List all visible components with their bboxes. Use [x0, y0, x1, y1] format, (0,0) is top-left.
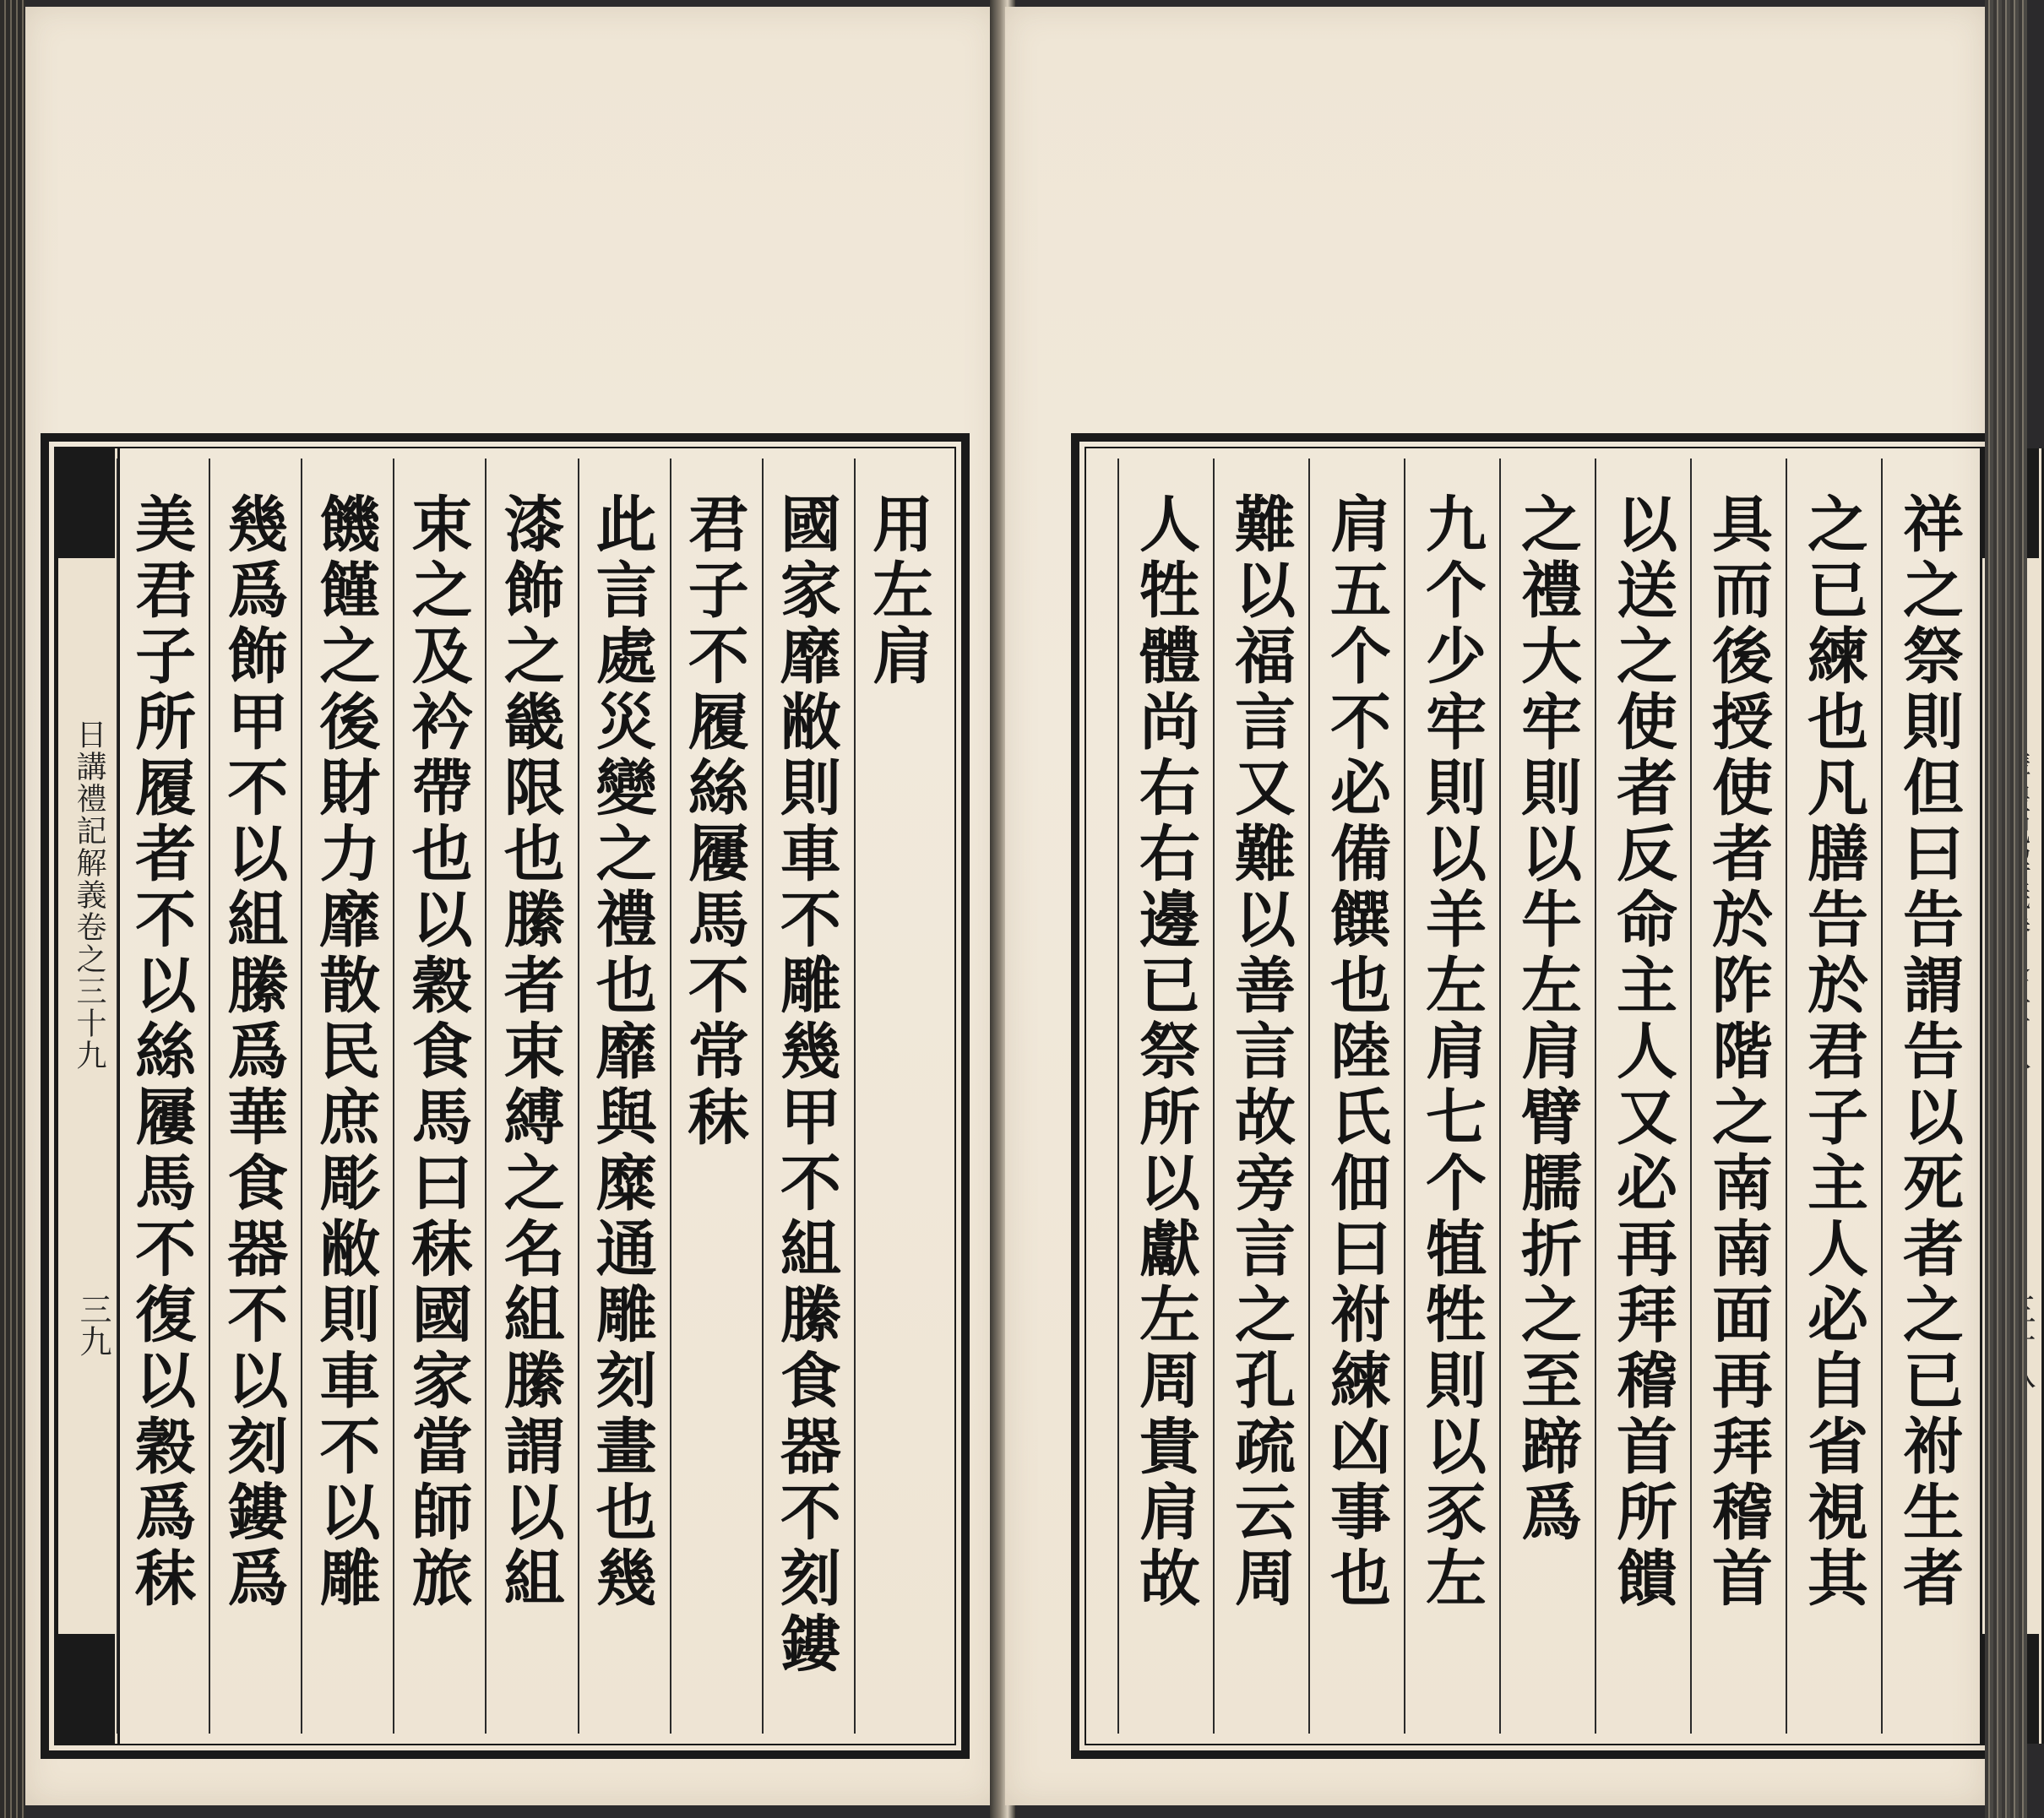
text-column: 美君子所履者不以絲屨馬不復以穀爲秣 — [117, 459, 209, 1734]
left-text-columns — [117, 459, 946, 1734]
banxin-title: 日講禮記解義卷之三十九 — [72, 719, 106, 1072]
text-column: 君子不履絲屨馬不常秣 — [670, 459, 762, 1734]
left-page — [25, 7, 997, 1805]
text-column: 饑饉之後財力靡散民庶彫敝則車不以雕 — [301, 459, 393, 1734]
text-column: 漆飾之畿限也縢者束縛之名組縢謂以組 — [485, 459, 577, 1734]
left-page-edge — [0, 0, 25, 1818]
text-column: 束之及衿帶也以穀食馬曰秣國家當師旅 — [393, 459, 485, 1734]
banxin-folio: 三九 — [74, 1293, 111, 1357]
text-column: 祥之祭則但曰告謂告以死者之已祔生者 — [1881, 459, 1976, 1734]
text-column: 用左肩 — [854, 459, 946, 1734]
left-print-frame — [41, 433, 970, 1759]
text-column: 之禮大牢則以牛左肩臂臑折之至蹄爲 — [1499, 459, 1595, 1734]
text-column: 具而後授使者於阼階之南南面再拜稽首 — [1690, 459, 1786, 1734]
text-column: 難以福言又難以善言故旁言之孔疏云周 — [1213, 459, 1308, 1734]
text-column: 之已練也凡膳告於君子主人必自省視其 — [1786, 459, 1881, 1734]
text-column: 九个少牢則以羊左肩七个犆牲則以豕左 — [1404, 459, 1499, 1734]
left-banxin — [56, 448, 120, 1744]
text-column: 以送之使者反命主人又必再拜稽首所饋 — [1595, 459, 1690, 1734]
right-page-edge — [1985, 0, 2027, 1818]
fish-tail-bottom — [56, 1634, 115, 1744]
fish-tail-top — [56, 448, 115, 558]
text-column: 此言處災變之禮也靡與糜通雕刻畫也幾 — [578, 459, 670, 1734]
right-page — [1005, 7, 1985, 1805]
text-column: 國家靡敝則車不雕幾甲不組縢食器不刻鏤 — [762, 459, 854, 1734]
right-print-frame — [1071, 433, 2000, 1759]
text-column: 幾爲飾甲不以組縢爲華食器不以刻鏤爲 — [209, 459, 301, 1734]
text-column: 人牲體尚右右邊已祭所以獻左周貴肩故 — [1117, 459, 1213, 1734]
text-column: 肩五个不必備饌也陸氏佃曰祔練凶事也 — [1308, 459, 1404, 1734]
right-text-columns — [1095, 459, 1976, 1734]
